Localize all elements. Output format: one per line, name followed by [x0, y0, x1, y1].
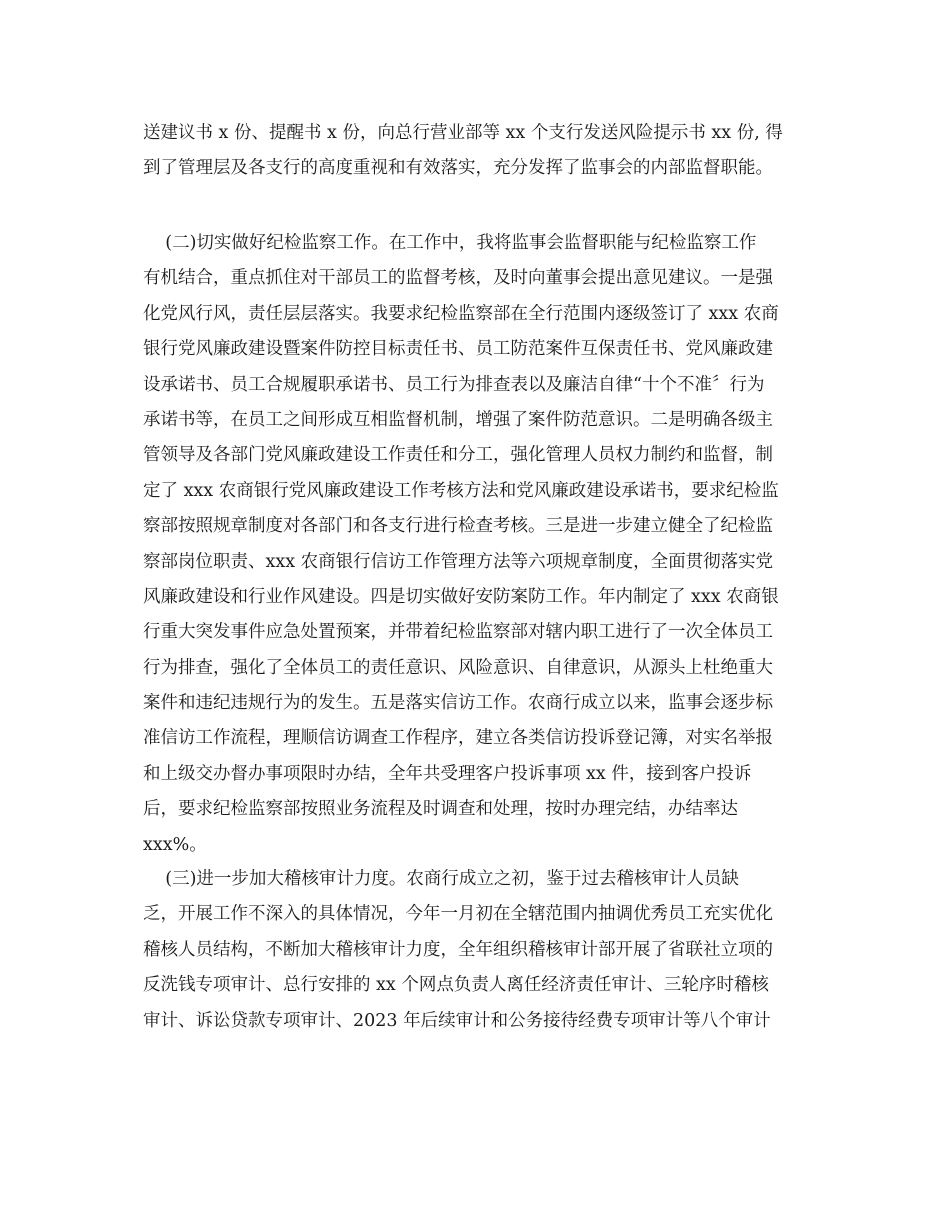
- text-line: 案件和违纪违规行为的发生。五是落实信访工作。农商行成立以来，监事会逐步标: [143, 693, 773, 714]
- text-line: 乏，开展工作不深入的具体情况，今年一月初在全辖范围内抽调优秀员工充实优化: [143, 904, 773, 925]
- text-line: 到了管理层及各支行的高度重视和有效落实，充分发挥了监事会的内部监督职能。: [143, 158, 773, 179]
- text-line: 察部按照规章制度对各部门和各支行进行检查考核。三是进一步建立健全了纪检监: [143, 516, 773, 537]
- paragraph-continuation: [143, 116, 815, 187]
- text-line: 后，要求纪检监察部按照业务流程及时调查和处理，按时办理完结，办结率达: [143, 799, 738, 820]
- text-line: 定了 xxx 农商银行党风廉政建设工作考核方法和党风廉政建设承诺书，要求纪检监: [143, 480, 779, 501]
- text-line: xxx%。: [143, 834, 207, 855]
- text-line: (三)进一步加大稽核审计力度。农商行成立之初，鉴于过去稽核审计人员缺: [143, 869, 739, 889]
- paragraph-discipline-inspection: [143, 226, 815, 863]
- text-line: 行重大突发事件应急处置预案，并带着纪检监察部对辖内职工进行了一次全体员工: [143, 622, 773, 643]
- text-line: 行为排查，强化了全体员工的责任意识、风险意识、自律意识，从源头上杜绝重大: [143, 657, 773, 678]
- text-line: 和上级交办督办事项限时办结，全年共受理客户投诉事项 xx 件，接到客户投诉: [143, 763, 752, 784]
- text-line: (二)切实做好纪检监察工作。在工作中，我将监事会监督职能与纪检监察工作: [143, 233, 757, 253]
- text-line: 稽核人员结构，不断加大稽核审计力度，全年组织稽核审计部开展了省联社立项的: [143, 939, 773, 960]
- text-line: 设承诺书、员工合规履职承诺书、员工行为排查表以及廉洁自律“十个不准〞行为: [143, 374, 765, 395]
- text-line: 审计、诉讼贷款专项审计、2023 年后续审计和公务接待经费专项审计等八个审计: [143, 1010, 771, 1031]
- paragraph-audit: [143, 862, 815, 1039]
- text-line: 准信访工作流程，理顺信访调查工作程序，建立各类信访投诉登记簿，对实名举报: [143, 728, 773, 749]
- text-line: 承诺书等，在员工之间形成互相监督机制，增强了案件防范意识。二是明确各级主: [143, 409, 773, 430]
- text-line: 送建议书 x 份、提醒书 x 份，向总行营业部等 xx 个支行发送风险提示书 xx 份, 得: [143, 123, 783, 143]
- text-line: 反洗钱专项审计、总行安排的 xx 个网点负责人离任经济责任审计、三轮序时稽核: [143, 975, 769, 996]
- text-line: 风廉政建设和行业作风建设。四是切实做好安防案防工作。年内制定了 xxx 农商银: [143, 586, 779, 607]
- text-line: 银行党风廉政建设暨案件防控目标责任书、员工防范案件互保责任书、党风廉政建: [143, 339, 773, 360]
- text-line: 管领导及各部门党风廉政建设工作责任和分工，强化管理人员权力制约和监督，制: [143, 445, 773, 466]
- text-line: 有机结合，重点抓住对干部员工的监督考核，及时向董事会提出意见建议。一是强: [143, 268, 773, 289]
- text-line: 化党风行风，责任层层落实。我要求纪检监察部在全行范围内逐级签订了 xxx 农商: [143, 303, 779, 324]
- text-line: 察部岗位职责、xxx 农商银行信访工作管理方法等六项规章制度，全面贯彻落实党: [143, 551, 774, 572]
